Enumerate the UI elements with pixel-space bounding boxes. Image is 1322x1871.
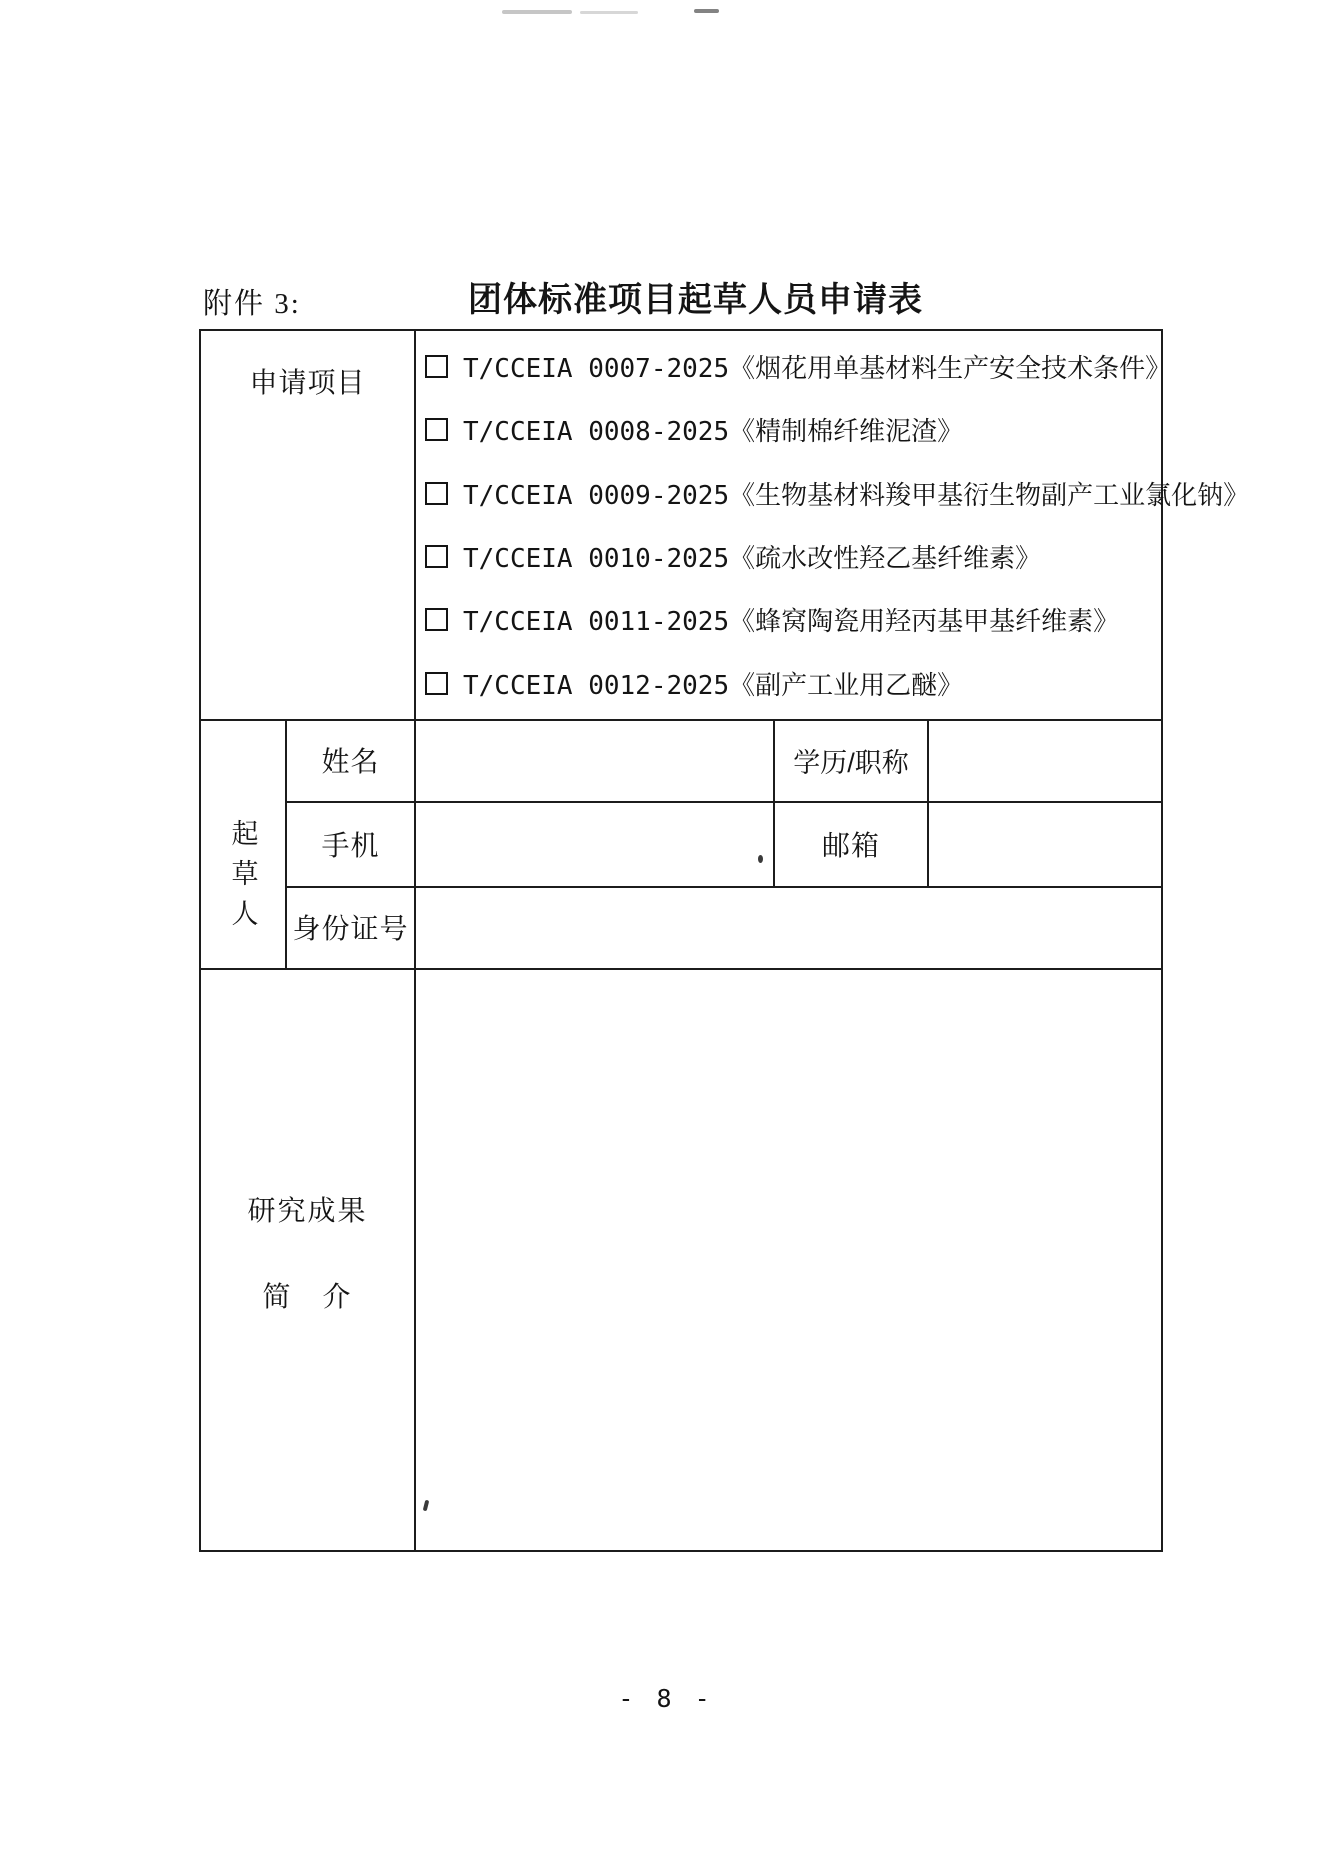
drafter-section-cell [201,719,285,968]
attachment-label: 附件 3: [203,288,301,320]
checkbox-icon[interactable] [425,672,448,695]
project-item-text: T/CCEIA 0011-2025《蜂窝陶瓷用羟丙基甲基纤维素》 [463,607,1120,638]
page-number: - 8 - [618,1684,714,1713]
scan-artifact-smudge [580,11,638,14]
research-content-cell[interactable] [416,970,1163,1552]
project-item-text: T/CCEIA 0012-2025《副产工业用乙醚》 [463,670,964,701]
project-item [425,475,1250,512]
research-summary-label-line1: 研究成果 [247,1195,368,1226]
checkbox-icon[interactable] [425,545,448,568]
project-item [425,601,1157,638]
checkbox-icon[interactable] [425,418,448,441]
project-item-text: T/CCEIA 0009-2025《生物基材料羧甲基衍生物副产工业氯化钠》 [463,480,1250,511]
scan-artifact-dot [758,855,763,863]
page-title: 团体标准项目起草人员申请表 [468,281,923,319]
email-input-cell[interactable] [929,801,1163,886]
project-item-text: T/CCEIA 0010-2025《疏水改性羟乙基纤维素》 [463,544,1042,575]
checkbox-icon[interactable] [425,608,448,631]
checkbox-icon[interactable] [425,355,448,378]
id-number-input-cell[interactable] [416,886,1163,968]
email-label: 邮箱 [821,829,880,861]
education-title-label: 学历/职称 [793,747,909,778]
scan-artifact-smudge [502,10,572,14]
project-item [425,538,1157,575]
name-label: 姓名 [321,746,380,777]
project-items-list [425,335,1250,715]
project-item [425,348,1172,385]
project-item-text: T/CCEIA 0007-2025《烟花用单基材料生产安全技术条件》 [463,354,1172,385]
project-item [425,411,1157,448]
name-input-cell[interactable] [416,719,773,801]
application-form-table [199,329,1250,1552]
research-summary-label-line2: 简 介 [262,1281,353,1312]
mobile-label: 手机 [321,829,380,861]
drafter-section-label: 起草人 [227,819,258,939]
id-number-label: 身份证号 [292,913,409,944]
project-item-text: T/CCEIA 0008-2025《精制棉纤维泥渣》 [463,417,964,448]
mobile-input-cell[interactable] [416,801,773,886]
project-item [425,665,1157,702]
project-section-label: 申请项目 [249,367,366,398]
checkbox-icon[interactable] [425,482,448,505]
scan-artifact-smudge [694,9,719,13]
education-input-cell[interactable] [929,719,1163,801]
